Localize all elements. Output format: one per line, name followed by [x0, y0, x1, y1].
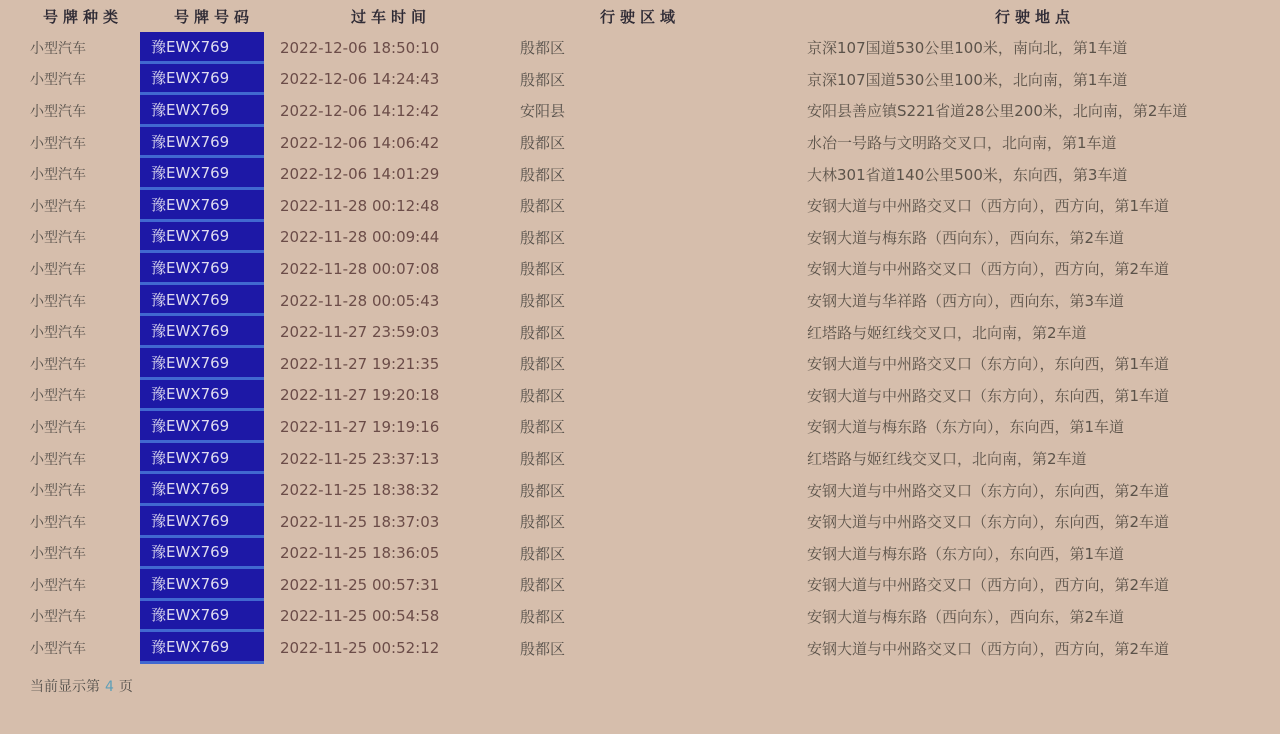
- pagination-status: [30, 676, 1280, 696]
- plate-badge[interactable]: 豫EWX769: [140, 411, 264, 443]
- plate-badge[interactable]: 豫EWX769: [140, 569, 264, 601]
- cell-location: 安钢大道与中州路交叉口（西方向），西方向，第1车道: [807, 197, 1170, 216]
- cell-pass-time: 2022-12-06 14:12:42: [280, 101, 440, 120]
- plate-badge[interactable]: 豫EWX769: [140, 601, 264, 633]
- cell-location: 安钢大道与中州路交叉口（东方向），东向西，第2车道: [807, 481, 1170, 500]
- cell-plate-type: 小型汽车: [30, 135, 86, 152]
- cell-pass-time: 2022-11-25 23:37:13: [280, 449, 440, 468]
- cell-region: 殷都区: [520, 260, 566, 279]
- cell-region: 殷都区: [520, 639, 566, 658]
- plate-badge[interactable]: 豫EWX769: [140, 64, 264, 96]
- plate-badge[interactable]: 豫EWX769: [140, 348, 264, 380]
- cell-plate-type: 小型汽车: [30, 451, 86, 468]
- table-body: [0, 32, 1280, 664]
- current-page-number: 4: [105, 678, 114, 695]
- cell-pass-time: 2022-11-28 00:07:08: [280, 259, 440, 278]
- cell-region: 殷都区: [520, 576, 566, 595]
- table-row: [0, 632, 1280, 664]
- cell-pass-time: 2022-11-27 19:21:35: [280, 354, 440, 373]
- cell-plate-type: 小型汽车: [30, 167, 86, 184]
- cell-region: 殷都区: [520, 165, 566, 184]
- cell-plate-type: 小型汽车: [30, 419, 86, 436]
- column-header-plate-type: 号牌种类: [42, 7, 123, 26]
- table-row: [0, 601, 1280, 633]
- cell-plate-type: 小型汽车: [30, 261, 86, 278]
- cell-region: 安阳县: [520, 102, 566, 121]
- cell-location: 安阳县善应镇S221省道28公里200米，北向南，第2车道: [807, 102, 1188, 121]
- cell-region: 殷都区: [520, 607, 566, 626]
- cell-location: 京深107国道530公里100米，南向北，第1车道: [807, 39, 1128, 58]
- cell-location: 安钢大道与中州路交叉口（西方向），西方向，第2车道: [807, 576, 1170, 595]
- cell-location: 水冶一号路与文明路交叉口，北向南，第1车道: [807, 134, 1117, 153]
- cell-plate-type: 小型汽车: [30, 103, 86, 120]
- cell-pass-time: 2022-11-25 18:37:03: [280, 512, 440, 531]
- table-row: [0, 506, 1280, 538]
- cell-region: 殷都区: [520, 197, 566, 216]
- cell-pass-time: 2022-11-27 19:19:16: [280, 417, 440, 436]
- cell-pass-time: 2022-11-25 18:38:32: [280, 481, 440, 500]
- cell-plate-type: 小型汽车: [30, 325, 86, 342]
- cell-plate-type: 小型汽车: [30, 198, 86, 215]
- cell-plate-type: 小型汽车: [30, 514, 86, 531]
- cell-region: 殷都区: [520, 70, 566, 89]
- plate-badge[interactable]: 豫EWX769: [140, 32, 264, 64]
- cell-location: 大林301省道140公里500米，东向西，第3车道: [807, 165, 1128, 184]
- plate-badge[interactable]: 豫EWX769: [140, 190, 264, 222]
- cell-location: 安钢大道与梅东路（西向东），西向东，第2车道: [807, 607, 1125, 626]
- cell-region: 殷都区: [520, 513, 566, 532]
- cell-location: 京深107国道530公里100米，北向南，第1车道: [807, 70, 1128, 89]
- cell-plate-type: 小型汽车: [30, 293, 86, 310]
- cell-location: 安钢大道与中州路交叉口（东方向），东向西，第1车道: [807, 386, 1170, 405]
- cell-location: 红塔路与姬红线交叉口，北向南，第2车道: [807, 323, 1087, 342]
- cell-location: 安钢大道与梅东路（东方向），东向西，第1车道: [807, 544, 1125, 563]
- cell-plate-type: 小型汽车: [30, 546, 86, 563]
- plate-badge[interactable]: 豫EWX769: [140, 538, 264, 570]
- cell-region: 殷都区: [520, 323, 566, 342]
- plate-badge[interactable]: 豫EWX769: [140, 380, 264, 412]
- cell-pass-time: 2022-12-06 14:01:29: [280, 165, 440, 184]
- cell-pass-time: 2022-11-25 00:52:12: [280, 639, 440, 658]
- cell-pass-time: 2022-11-27 19:20:18: [280, 386, 440, 405]
- table-row: [0, 253, 1280, 285]
- cell-location: 安钢大道与梅东路（东方向），东向西，第1车道: [807, 418, 1125, 437]
- cell-pass-time: 2022-11-25 00:57:31: [280, 575, 440, 594]
- cell-pass-time: 2022-12-06 14:24:43: [280, 70, 440, 89]
- table-row: [0, 190, 1280, 222]
- cell-pass-time: 2022-11-25 18:36:05: [280, 544, 440, 563]
- column-header-region: 行驶区域: [599, 7, 680, 26]
- plate-badge[interactable]: 豫EWX769: [140, 127, 264, 159]
- cell-plate-type: 小型汽车: [30, 609, 86, 626]
- cell-plate-type: 小型汽车: [30, 356, 86, 373]
- cell-region: 殷都区: [520, 228, 566, 247]
- cell-location: 安钢大道与中州路交叉口（西方向），西方向，第2车道: [807, 639, 1170, 658]
- cell-region: 殷都区: [520, 418, 566, 437]
- cell-pass-time: 2022-11-28 00:12:48: [280, 196, 440, 215]
- cell-plate-type: 小型汽车: [30, 641, 86, 658]
- plate-badge[interactable]: 豫EWX769: [140, 285, 264, 317]
- cell-location: 红塔路与姬红线交叉口，北向南，第2车道: [807, 450, 1087, 469]
- plate-badge[interactable]: 豫EWX769: [140, 474, 264, 506]
- cell-plate-type: 小型汽车: [30, 230, 86, 247]
- cell-region: 殷都区: [520, 355, 566, 374]
- table-row: [0, 474, 1280, 506]
- plate-badge[interactable]: 豫EWX769: [140, 95, 264, 127]
- plate-badge[interactable]: 豫EWX769: [140, 316, 264, 348]
- pagination-suffix: 页: [118, 678, 133, 695]
- cell-location: 安钢大道与华祥路（西方向），西向东，第3车道: [807, 292, 1125, 311]
- cell-plate-type: 小型汽车: [30, 388, 86, 405]
- cell-plate-type: 小型汽车: [30, 483, 86, 500]
- cell-region: 殷都区: [520, 292, 566, 311]
- table-header-row: [0, 0, 1280, 32]
- table-row: [0, 411, 1280, 443]
- cell-region: 殷都区: [520, 544, 566, 563]
- column-header-location: 行驶地点: [994, 7, 1075, 26]
- table-row: [0, 380, 1280, 412]
- cell-pass-time: 2022-11-28 00:05:43: [280, 291, 440, 310]
- pagination-prefix: 当前显示第: [30, 678, 100, 695]
- plate-badge[interactable]: 豫EWX769: [140, 222, 264, 254]
- table-row: [0, 569, 1280, 601]
- cell-pass-time: 2022-11-28 00:09:44: [280, 228, 440, 247]
- cell-region: 殷都区: [520, 450, 566, 469]
- table-row: [0, 316, 1280, 348]
- column-header-plate-number: 号牌号码: [173, 7, 254, 26]
- cell-plate-type: 小型汽车: [30, 577, 86, 594]
- table-row: [0, 95, 1280, 127]
- cell-region: 殷都区: [520, 481, 566, 500]
- table-row: [0, 538, 1280, 570]
- table-row: [0, 443, 1280, 475]
- cell-plate-type: 小型汽车: [30, 72, 86, 89]
- table-row: [0, 32, 1280, 64]
- table-row: [0, 127, 1280, 159]
- cell-region: 殷都区: [520, 386, 566, 405]
- cell-location: 安钢大道与中州路交叉口（西方向），西方向，第2车道: [807, 260, 1170, 279]
- cell-region: 殷都区: [520, 134, 566, 153]
- cell-plate-type: 小型汽车: [30, 40, 86, 57]
- cell-location: 安钢大道与梅东路（西向东），西向东，第2车道: [807, 228, 1125, 247]
- table-row: [0, 348, 1280, 380]
- column-header-pass-time: 过车时间: [350, 7, 431, 26]
- cell-pass-time: 2022-11-25 00:54:58: [280, 607, 440, 626]
- cell-pass-time: 2022-11-27 23:59:03: [280, 323, 440, 342]
- plate-badge[interactable]: 豫EWX769: [140, 158, 264, 190]
- plate-badge[interactable]: 豫EWX769: [140, 506, 264, 538]
- table-row: [0, 64, 1280, 96]
- cell-pass-time: 2022-12-06 14:06:42: [280, 133, 440, 152]
- plate-badge[interactable]: 豫EWX769: [140, 632, 264, 664]
- cell-pass-time: 2022-12-06 18:50:10: [280, 38, 440, 57]
- cell-region: 殷都区: [520, 39, 566, 58]
- plate-badge[interactable]: 豫EWX769: [140, 443, 264, 475]
- cell-location: 安钢大道与中州路交叉口（东方向），东向西，第2车道: [807, 513, 1170, 532]
- table-row: [0, 285, 1280, 317]
- cell-location: 安钢大道与中州路交叉口（东方向），东向西，第1车道: [807, 355, 1170, 374]
- table-row: [0, 222, 1280, 254]
- table-row: [0, 158, 1280, 190]
- plate-badge[interactable]: 豫EWX769: [140, 253, 264, 285]
